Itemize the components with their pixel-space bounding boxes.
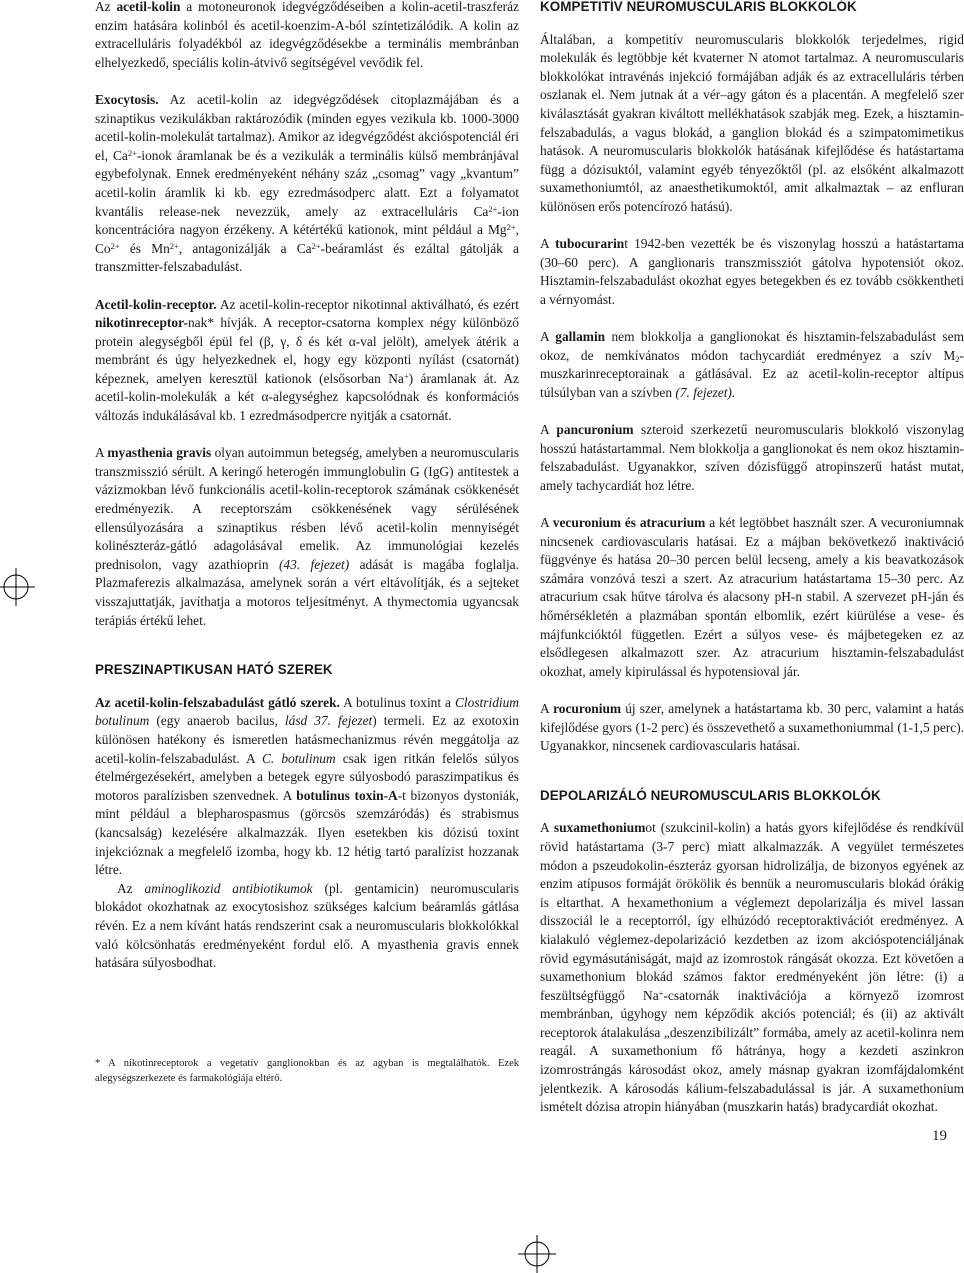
exocytosis-paragraph: Exocytosis. Az acetil-kolin az idegvégződések citoplazmájában és a szinaptikus vezikulákban raktározódik (minden egyes vezikula kb. 1000-3000 acetil-kolin-molekulát tartalmaz). Amikor az idegvégződést akcióspotenciál éri el, $Ca^{2+}$-ionok áramlanak be és a vezikulák a terminális külső membránjával egybefolynak. Ennek eredményeként néhány száz „csomag” vagy „kvantum” acetil-kolin áramlik ki kb. egy ezredmásodperc alatt. Ezt a folyamatot kvantális release-nek nevezzük, amely az extracelluláris $Ca^{2+}$-ion koncentrációra nagyon érzékeny. A kétértékű kationok, mint például a $Mg^{2+}$, $Co^{2+}$ és $Mn^{2+}$, antagonizálják a $Ca^{2+}$-beáramlást és ezáltal gátolják a transzmitter-felszabadulást. bbox=[95, 91, 520, 275]
registration-mark-icon bbox=[518, 1235, 556, 1273]
competitive-blockers-paragraph: Általában, a kompetitív neuromuscularis blokkolók terjedelmes, rigid molekulák és legtöbbje két kvaterner N atomot tartalmaz. A neuromuscularis blokkolókat intravénás injekció formájában adják és az extracelluláris térben oszlanak el. Nem jutnak át a vér–agy gáton és a placentán. A megfelelő szer kiválasztását gyakran kiváltott mellékhatások szabják meg. Ezek, a hisztamin-felszabadulás, a vagus blokád, a ganglion blokád és a szimpatomimetikus hatások. A neuromuscularis blokkolók hatásának kifejlődése és hatástartama függ a dózisuktól, valamint egyéb tényezőktől (pl. az elsőként alkalmazott suxamethoniumtól, az anaesthetikumoktól, amit alkalmaztak – az enfluran különösen erős potencírozó hatású). bbox=[540, 31, 964, 214]
pancuronium-paragraph: A pancuronium szteroid szerkezetű neuromuscularis blokkoló viszonylag hosszú hatástartammal. Nem blokkolja a ganglionokat és nem okoz hisztamin-felszabadulást. Ugyanakkor, szíven dózisfüggő atropinszerű hatást mutat, amely tachycardiát hoz létre. bbox=[540, 422, 964, 493]
presynaptic-heading: PRESZINAPTIKUSAN HATÓ SZEREK bbox=[95, 662, 333, 678]
depolarizing-blockers-heading: DEPOLARIZÁLÓ NEUROMUSCULARIS BLOKKOLÓK bbox=[540, 787, 881, 803]
tubocurarine-paragraph: A tubocurarint 1942-ben vezették be és viszonylag hosszú a hatástartama (30–60 perc). A ganglionaris transzmissziót gátolva hypotensiót okoz. Hisztamin-felszabadulást okozhat egyes betegekben és ez tovább csökkentheti a vérnyomást. bbox=[540, 236, 964, 307]
aminoglycoside-paragraph: Az aminoglikozid antibiotikumok (pl. gentamicin) neuromuscularis blokádot okozhatnak az exocytosishoz szükséges kalcium beáramlás gátlása révén. Ez a nem kívánt hatás rendszerint csak a neuromuscularis blokkolókkal való kölcsönhatás eredményeként fordul elő. A myasthenia gravis ennek hatására súlyosbodhat. bbox=[95, 880, 519, 971]
intro-paragraph: Az acetil-kolin a motoneuronok idegvégződéseiben a kolin-acetil-traszferáz enzim hatására kolinból és acetil-koenzim-A-ból szintetizálódik. A kolin az extracelluláris folyadékból az idegvégződésekbe a terminális membránban elhelyezkedő, speciális kolin-átvivő segítségével vevődik fel. bbox=[95, 0, 519, 70]
vecuronium-atracurium-paragraph: A vecuronium és atracurium a két legtöbbet használt szer. A vecuroniumnak nincsenek cardiovascularis hatásai. Ez a májban bekövetkező inaktiváció függvénye és hatása 20–30 percen belül lecseng, amely a kis beavatkozások számára vonzóvá teszi a szert. Az atracurium hatástartama 15–30 perc. Az atracurium csak hűtve tárolva és alacsony pH-n stabil. A szervezet pH-ján és hőmérsékletén a plazmában spontán elbomlik, ezért kiürülése a vese- és májfunkcióktól független. Ezért a súlyos vese- és májbetegeken ez az elsődlegesen alkalmazott szer. Az atracurium hisztamin-felszabadulást okozhat, amely kipirulással és hypotensioval jár. bbox=[540, 515, 964, 679]
suxamethonium-paragraph: A suxamethoniumot (szukcinil-kolin) a hatás gyors kifejlődése és rendkívül rövid hatástartama (3-7 perc) miatt alkalmazzák. A vegyület természetes módon a pszeudokolin-észteráz gyorsan hidrolizálja, de bizonyos egyének az enzim atípusos formáját örökölik és bennük a neuromuscularis blokád órákig is eltarthat. A hexamethonium a véglemezt depolarizálja és mivel lassan disszociál le a receptorról, így elhúzódó receptoraktivációt eredményez. A kialakuló véglemez-depolarizáció kezdetben az izom akcióspotenciáljának rövid egymásutániságát, majd az izomrostok rángását okozza. Ezt követően a suxamethonium blokád számos faktor eredményeként jön létre: (i) a feszültségfüggő Na+-csatornák inaktivációja a környező izomrost membránban, úgyhogy nem képződik akciós potenciál; és (ii) az aktivált receptorok átalakulása „deszenzibilizált” formába, amely az acetil-kolinra nem reagál. A suxamethonium fő hátránya, hogy a kezdeti aszinkron izomrostrángás károsodást okoz, amely másnap gyakran izomfájdalomként jelentkezik. A károsodás kálium-felszabadulással is jár. A suxamethonium ismételt dózisa atropin hiányában (muszkarin hatás) bradycardiát okozhat. bbox=[540, 820, 964, 1115]
left-column bbox=[95, 0, 519, 973]
registration-mark-icon bbox=[0, 568, 35, 606]
right-column bbox=[540, 0, 964, 1117]
presynaptic-paragraph: Az acetil-kolin-felszabadulást gátló szerek. A botulinus toxint a Clostridium botulinum (egy anaerob bacilus, lásd 37. fejezet) termeli. Ez az exotoxin különösen hatékony és ismeretlen hatásmechanizmus révén meggátolja az acetil-kolin-felszabadulást. A C. botulinum csak igen ritkán felelős súlyos ételmérgezésekért, amelyben a betegek egyre súlyosbodó paraszimpatikus és motoros paralízisben szenvednek. A botulinus toxin-A-t bizonyos dystoniák, mint például a blepharospasmus (görcsös szemzáródás) és strabismus (kancsalság) kezelésére alkalmazzák. Ilyen esetekben kis dózisú toxint injekcióznak a megfelelő izomba, hogy kb. 12 hétig tartó paralízist hozzanak létre. bbox=[95, 694, 519, 878]
competitive-blockers-heading: KOMPETITÍV NEUROMUSCULARIS BLOKKOLÓK bbox=[540, 0, 857, 14]
exocytosis-heading: Exocytosis. bbox=[95, 91, 159, 107]
rocuronium-paragraph: A rocuronium új szer, amelynek a hatástartama kb. 30 perc, valamint a hatás kifejlődése gyors (1-2 perc) és összevethető a suxamethoniummal (1-1,5 perc). Ugyanakkor, nincsenek cardiovascularis hatásai. bbox=[540, 700, 964, 754]
receptor-heading: Acetil-kolin-receptor. bbox=[95, 296, 217, 312]
footnote: * A nikotinreceptorok a vegetatív ganglionokban és az agyban is megtalálhatók. Ezek alegységszerkezete és farmakológiája eltérő. bbox=[95, 1058, 519, 1084]
receptor-paragraph: Acetil-kolin-receptor. Az acetil-kolin-receptor nikotinnal aktiválható, és ezért nikotinreceptor-nak* hívják. A receptor-csatorna komplex négy különböző protein alegységből épül fel (β, γ, δ és két α-val jelölt), amelyek átérik a membránt és úgy helyezkednek el, hogy egy központi nyílást (csatornát) képeznek, amelyen keresztül kationok (elsősorban Na+) áramlanak át. Az acetil-kolin-molekulák a két α-alegységhez kapcsolódnak és konformációs változás indukálásával kb. 1 ezredmásodpercre nyitják a csatornát. bbox=[95, 296, 519, 424]
gallamine-paragraph: A gallamin nem blokkolja a ganglionokat és hisztamin-felszabadulást sem okoz, de nemkívánatos módon tachycardiát eredményez a szív $M_2$-muszkarinreceptorainak a gátlásával. Ez az acetil-kolin-receptor altípus túlsúlyban van a szívben (7. fejezet). bbox=[540, 329, 964, 400]
myasthenia-paragraph: A myasthenia gravis olyan autoimmun betegség, amelyben a neuromuscularis transzmisszió sérült. A keringő heterogén immunglobulin G (IgG) antitestek a vázizmokban lévő funkcionális acetil-kolin-receptorok számának csökkenését eredményezik. A receptorszám csökkenésének vagy sérülésének ellensúlyozására a szinaptikus résben lévő acetil-kolin mennyiségét kolinészteráz-gátló adagolásával emelik. Az immunológiai kezelés prednisolon, vagy azathioprin (43. fejezet) adását is magába foglalja. Plazmaferezis alkalmazása, amelynek során a vért eltávolítják, és a sejteket visszajuttatják, javíthatja a motoros teljesítményt. A thymectomia ugyancsak terápiás értékű lehet. bbox=[95, 445, 520, 628]
page-number: 19 bbox=[932, 1128, 947, 1144]
